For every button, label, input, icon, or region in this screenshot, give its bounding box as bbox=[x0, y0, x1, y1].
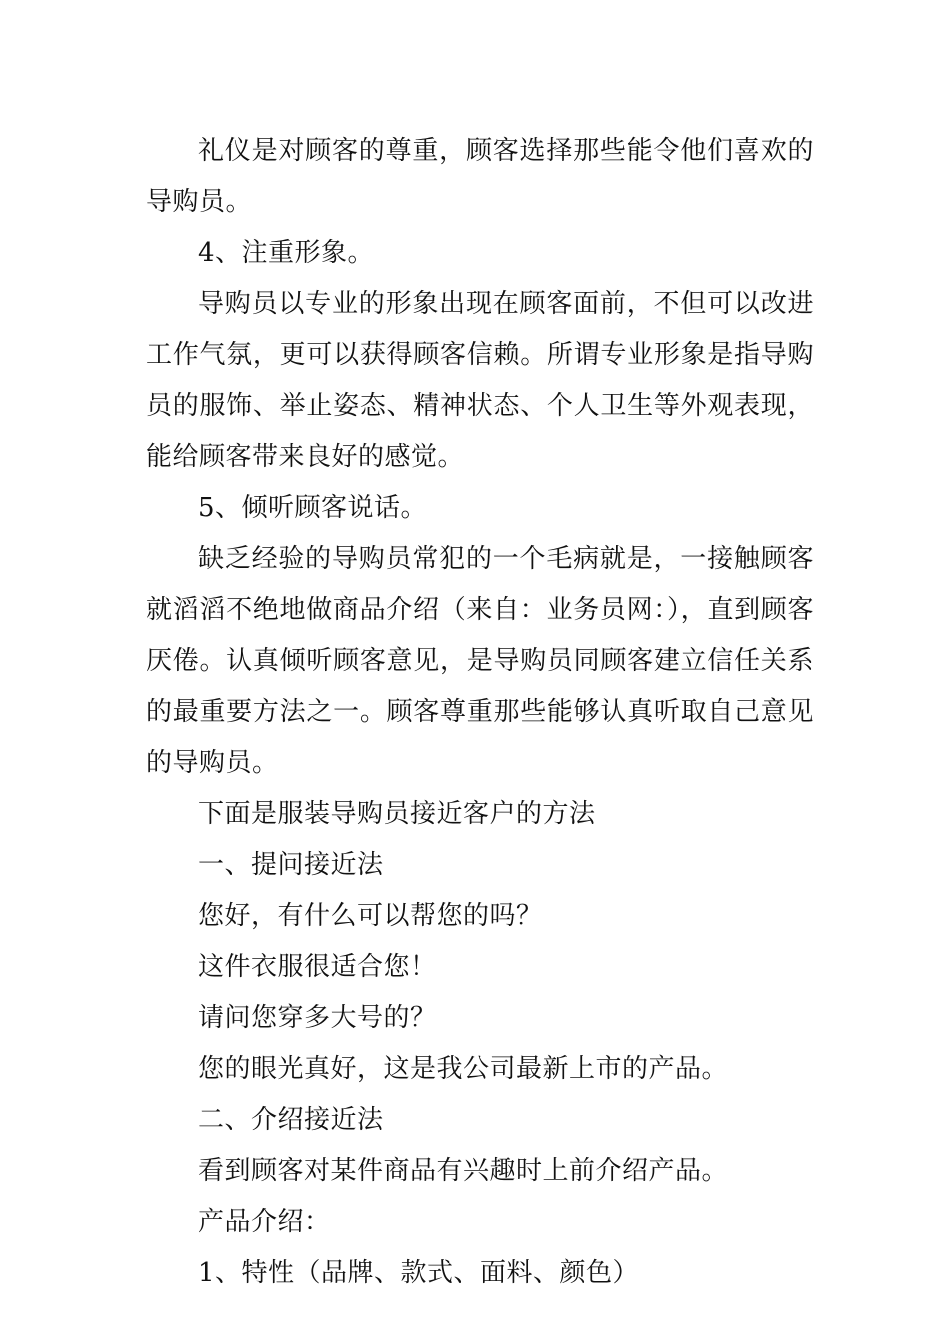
phrase-size: 请问您穿多大号的？ bbox=[198, 1003, 437, 1033]
list-item-features: 1、特性（品牌、款式、面料、颜色） bbox=[198, 1258, 640, 1288]
heading-image: 4、注重形象。 bbox=[198, 238, 375, 268]
phrase-new-product: 您的眼光真好，这是我公司最新上市的产品。 bbox=[198, 1054, 729, 1084]
paragraph-introduction: 看到顾客对某件商品有兴趣时上前介绍产品。 bbox=[198, 1156, 729, 1186]
document-body bbox=[146, 126, 814, 1299]
heading-listen: 5、倾听顾客说话。 bbox=[198, 493, 428, 523]
heading-introduction-approach: 二、介绍接近法 bbox=[198, 1105, 384, 1135]
label-product-intro: 产品介绍： bbox=[198, 1207, 331, 1237]
phrase-compliment: 这件衣服很适合您！ bbox=[198, 952, 437, 982]
paragraph-listen: 缺乏经验的导购员常犯的一个毛病就是，一接触顾客就滔滔不绝地做商品介绍（来自：业务员网：），直到顾客厌倦。认真倾听顾客意见，是导购员同顾客建立信任关系的最重要方法之一。顾客尊重那些能够认真听取自己意见的导购员。 bbox=[146, 544, 814, 778]
paragraph-courtesy: 礼仪是对顾客的尊重，顾客选择那些能令他们喜欢的导购员。 bbox=[146, 136, 814, 217]
section-intro: 下面是服装导购员接近客户的方法 bbox=[198, 799, 596, 829]
phrase-greeting: 您好，有什么可以帮您的吗？ bbox=[198, 901, 543, 931]
paragraph-image: 导购员以专业的形象出现在顾客面前，不但可以改进工作气氛，更可以获得顾客信赖。所谓专业形象是指导购员的服饰、举止姿态、精神状态、个人卫生等外观表现，能给顾客带来良好的感觉。 bbox=[146, 289, 814, 472]
heading-question-approach: 一、提问接近法 bbox=[198, 850, 384, 880]
